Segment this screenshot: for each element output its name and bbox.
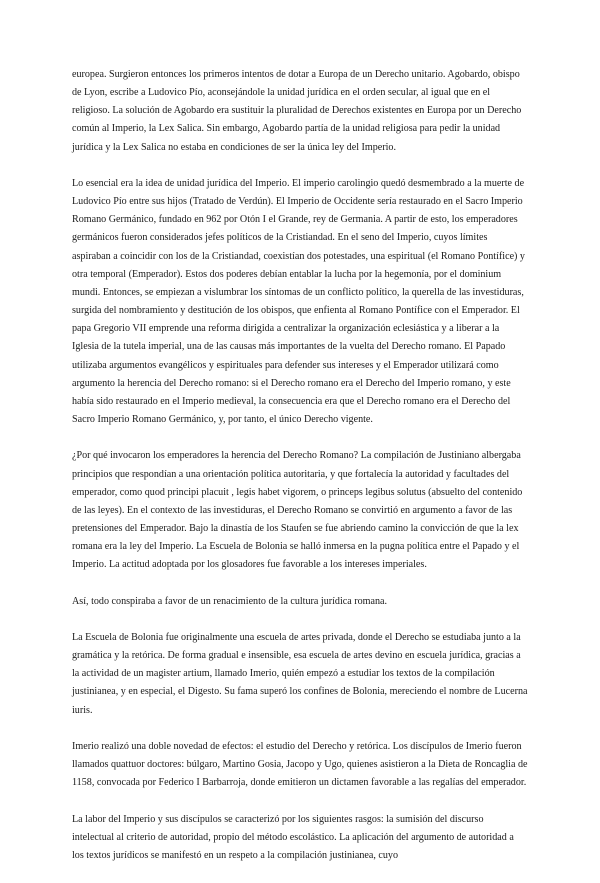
paragraph: La labor del Imperio y sus discípulos se caracterizó por los siguientes rasgos: la sumisión del discurso intelectual al criterio de autoridad, propio del método escolástico. La aplicación del argumento de autoridad a los textos jurídicos se manifestó en un respeto a la compilación justinianea, cuyo (72, 813, 514, 861)
paragraph: Lo esencial era la idea de unidad jurídica del Imperio. El imperio carolingio quedó desmembrado a la muerte de Ludovico Pío entre sus hijos (Tratado de Verdún). El Imperio de Occidente sería restaurado en el Sacro Imperio Romano Germánico, fundado en 962 por Otón I el Grande, rey de Germania. A partir de esto, los emperadores germánicos fueron considerados jefes políticos de la Cristiandad. En el seno del Imperio, cuyos límites aspiraban a coincidir con los de la Cristiandad, coexistían dos potestades, una espiritual (el Romano Pontífice) y otra temporal (Emperador). Estos dos poderes debían entablar la lucha por la hegemonía, por el dominium mundi. Entonces, se empiezan a vislumbrar los síntomas de un conflicto político, la querella de las investiduras, surgida del nombramiento y destitución de los obispos, que enfienta al Romano Pontífice con el Emperador. El papa Gregorio VII emprende una reforma dirigida a centralizar la organización eclesiástica y a liberar a la Iglesia de la tutela imperial, una de las causas más importantes de la vuelta del Derecho romano. El Papado utilizaba argumentos evangélicos y espirituales para defender sus intereses y el Emperador utilizará como argumento la herencia del Derecho romano: si el Derecho romano era el Derecho del Imperio romano, y este había sido restaurado en el Imperio medieval, la consecuencia era que el Derecho romano era el Derecho del Sacro Imperio Romano Germánico, y, por tanto, el único Derecho vigente. (72, 177, 525, 425)
paragraph: Así, todo conspiraba a favor de un renacimiento de la cultura jurídica romana. (72, 595, 388, 607)
paragraph: europea. Surgieron entonces los primeros intentos de dotar a Europa de un Derecho unitario. Agobardo, obispo de Lyon, escribe a Ludovico Pío, aconsejándole la unidad jurídica en el orden secular, al igual que en el religioso. La solución de Agobardo era sustituir la pluralidad de Derechos existentes en Europa por un Derecho común al Imperio, la Lex Salica. Sin embargo, Agobardo partía de la unidad religiosa para pedir la unidad jurídica y la Lex Salica no estaba en condiciones de ser la única ley del Imperio. (72, 69, 522, 153)
paragraph: Imerio realizó una doble novedad de efectos: el estudio del Derecho y retórica. Los discípulos de Imerio fueron llamados quattuor doctores: búlgaro, Martino Gosia, Jacopo y Ugo, quienes asistieron a la Dieta de Roncaglia de 1158, convocada por Federico I Barbarroja, donde emitieron un dictamen favorable a las regalías del emperador. (72, 740, 528, 789)
document-body (72, 66, 528, 883)
paragraph: La Escuela de Bolonia fue originalmente una escuela de artes privada, donde el Derecho se estudiaba junto a la gramática y la retórica. De forma gradual e insensible, esa escuela de artes devino en escuela jurídica, gracias a la actividad de un magister artium, llamado Imerio, quién empezó a estudiar los textos de la compilación justinianea, y en especial, el Digesto. Su fama superó los confines de Bolonia, mereciendo el nombre de Lucerna iuris. (72, 631, 528, 716)
paragraph: ¿Por qué invocaron los emperadores la herencia del Derecho Romano? La compilación de Justiniano albergaba principios que respondían a una orientación política autoritaria, y que fortalecía la autoridad y facultades del emperador, como quod principi placuit , legis habet vigorem, o princeps legibus solutus (absuelto del contenido de las leyes). En el contexto de las investiduras, el Derecho Romano se convirtió en argumento a favor de las pretensiones del Emperador. Bajo la dinastía de los Staufen se fue abriendo camino la convicción de que la lex romana era la ley del Imperio. La Escuela de Bolonia se halló inmersa en la pugna política entre el Papado y el Imperio. La actitud adoptada por los glosadores fue favorable a los intereses imperiales. (72, 450, 523, 571)
